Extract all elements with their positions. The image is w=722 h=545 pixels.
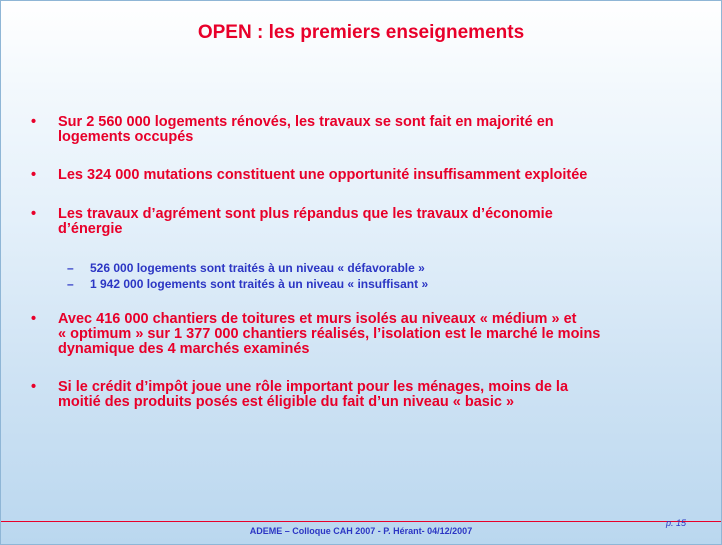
footer-rule <box>1 521 721 522</box>
bullet-line: Avec 416 000 chantiers de toitures et murs isolés au niveaux « médium » et <box>58 311 577 327</box>
sub-bullet-text: 526 000 logements sont traités à un niveau « défavorable » <box>90 261 425 275</box>
bullet-mark: • <box>31 311 37 327</box>
bullet-line: logements occupés <box>58 129 194 145</box>
bullet-text <box>58 207 678 237</box>
bullet-line: dynamique des 4 marchés examinés <box>58 341 310 357</box>
bullet-text <box>58 380 678 410</box>
bullet-mark: • <box>31 379 37 395</box>
bullet-text <box>58 115 678 145</box>
bullet-line: moitié des produits posés est éligible du fait d’un niveau « basic » <box>58 394 515 410</box>
bullet-line: Les travaux d’agrément sont plus répandus que les travaux d’économie <box>58 206 553 222</box>
footer-text: ADEME – Colloque CAH 2007 - P. Hérant- 04/12/2007 <box>249 526 473 536</box>
bullet-mark: • <box>31 167 37 183</box>
page-number: p. 15 <box>666 518 687 528</box>
slide-title: OPEN : les premiers enseignements <box>197 22 525 43</box>
bullet-mark: • <box>31 114 37 130</box>
bullet-text <box>58 168 678 183</box>
sub-bullet-mark: – <box>67 261 74 275</box>
bullet-line: Sur 2 560 000 logements rénovés, les travaux se sont fait en majorité en <box>58 114 554 130</box>
bullet-line: Si le crédit d’impôt joue une rôle important pour les ménages, moins de la <box>58 379 569 395</box>
sub-bullet-mark: – <box>67 277 74 291</box>
bullet-line: d’énergie <box>58 221 123 237</box>
bullet-line: Les 324 000 mutations constituent une opportunité insuffisamment exploitée <box>58 167 588 183</box>
sub-bullet-text: 1 942 000 logements sont traités à un niveau « insuffisant » <box>90 277 429 291</box>
bullet-line: « optimum » sur 1 377 000 chantiers réalisés, l’isolation est le marché le moins <box>58 326 601 342</box>
bullet-text <box>58 312 678 357</box>
bullet-mark: • <box>31 206 37 222</box>
